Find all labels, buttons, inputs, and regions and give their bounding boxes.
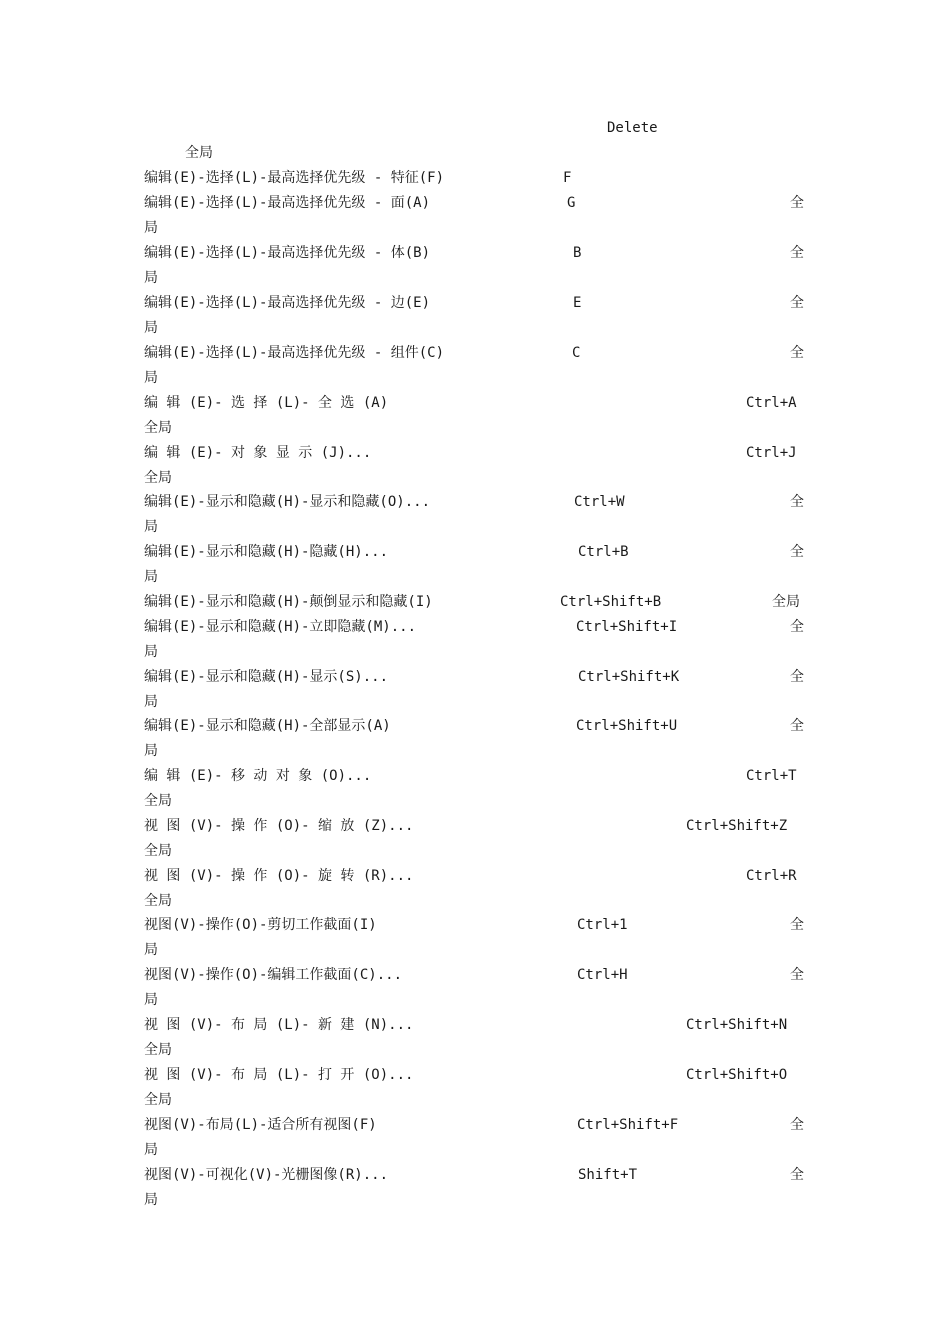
command-text: 视图(V)-操作(O)-剪切工作截面(I)	[144, 917, 377, 933]
shortcut-key: Ctrl+Shift+O	[686, 1067, 788, 1083]
command-text: 视 图 (V)- 操 作 (O)- 缩 放 (Z)...	[144, 818, 414, 834]
command-text: 编辑(E)-选择(L)-最高选择优先级 - 边(E)	[144, 295, 431, 311]
command-text: 编辑(E)-选择(L)-最高选择优先级 - 面(A)	[144, 195, 431, 211]
command-text: 编 辑 (E)- 选 择 (L)- 全 选 (A)	[144, 395, 389, 411]
command-text: 编辑(E)-选择(L)-最高选择优先级 - 体(B)	[144, 245, 431, 261]
scope-label: 全局	[144, 420, 172, 436]
command-text: 编 辑 (E)- 对 象 显 示 (J)...	[144, 445, 372, 461]
scope-label: 局	[144, 942, 158, 958]
shortcut-key: Ctrl+Shift+B	[560, 594, 662, 610]
command-text: 编辑(E)-显示和隐藏(H)-隐藏(H)...	[144, 544, 389, 560]
scope-label: 局	[144, 694, 158, 710]
shortcut-key: Ctrl+H	[577, 967, 628, 983]
scope-label: 全	[790, 245, 804, 261]
scope-label: 局	[144, 1192, 158, 1208]
scope-label: 全	[790, 967, 804, 983]
shortcut-key: Shift+T	[578, 1167, 638, 1183]
command-text: 视 图 (V)- 布 局 (L)- 新 建 (N)...	[144, 1017, 414, 1033]
command-text: 编辑(E)-显示和隐藏(H)-显示(S)...	[144, 669, 389, 685]
scope-label: 全局	[144, 470, 172, 486]
scope-label: 全局	[144, 793, 172, 809]
scope-label: 全	[790, 1167, 804, 1183]
scope-label: 全局	[144, 1092, 172, 1108]
scope-label: 局	[144, 992, 158, 1008]
shortcut-key: Ctrl+R	[746, 868, 797, 884]
scope-label: 局	[144, 270, 158, 286]
scope-label: 局	[144, 370, 158, 386]
shortcut-key: Ctrl+W	[574, 494, 625, 510]
shortcut-key: Ctrl+T	[746, 768, 797, 784]
shortcut-key: Ctrl+Shift+Z	[686, 818, 788, 834]
scope-label: 局	[144, 569, 158, 585]
command-text: 编辑(E)-选择(L)-最高选择优先级 - 特征(F)	[144, 170, 445, 186]
scope-label: 全	[790, 718, 804, 734]
command-text: 编辑(E)-显示和隐藏(H)-全部显示(A)	[144, 718, 391, 734]
scope-label: 全	[790, 619, 804, 635]
scope-label: 局	[144, 519, 158, 535]
command-text: 编辑(E)-显示和隐藏(H)-颠倒显示和隐藏(I)	[144, 594, 433, 610]
scope-label: 局	[144, 743, 158, 759]
shortcut-key: Ctrl+Shift+N	[686, 1017, 788, 1033]
shortcut-key: B	[573, 245, 582, 261]
scope-label: 全局	[772, 594, 800, 610]
scope-label: 全	[790, 195, 804, 211]
shortcut-key: Ctrl+Shift+I	[576, 619, 678, 635]
scope-label: 局	[144, 220, 158, 236]
command-text: 视图(V)-布局(L)-适合所有视图(F)	[144, 1117, 377, 1133]
shortcut-key: G	[567, 195, 576, 211]
scope-label: 全	[790, 1117, 804, 1133]
shortcut-key: F	[563, 170, 572, 186]
command-text: 编辑(E)-选择(L)-最高选择优先级 - 组件(C)	[144, 345, 445, 361]
scope-label: 全	[790, 669, 804, 685]
scope-label: 全	[790, 345, 804, 361]
shortcut-key: Ctrl+B	[578, 544, 629, 560]
shortcut-key: Ctrl+A	[746, 395, 797, 411]
scope-label: 局	[144, 1142, 158, 1158]
scope-label: 局	[144, 320, 158, 336]
shortcut-key: Ctrl+Shift+K	[578, 669, 680, 685]
scope-label: 全	[790, 494, 804, 510]
shortcut-key: Ctrl+J	[746, 445, 797, 461]
shortcut-key: C	[572, 345, 581, 361]
command-text: 编 辑 (E)- 移 动 对 象 (O)...	[144, 768, 372, 784]
shortcut-key: Ctrl+Shift+F	[577, 1117, 679, 1133]
key-delete: Delete	[607, 120, 658, 136]
scope-label: 全	[790, 917, 804, 933]
scope-label: 全局	[144, 893, 172, 909]
scope-label: 全	[790, 295, 804, 311]
command-text: 视 图 (V)- 布 局 (L)- 打 开 (O)...	[144, 1067, 414, 1083]
command-text: 视 图 (V)- 操 作 (O)- 旋 转 (R)...	[144, 868, 414, 884]
shortcut-key: Ctrl+Shift+U	[576, 718, 678, 734]
command-text: 编辑(E)-显示和隐藏(H)-显示和隐藏(O)...	[144, 494, 431, 510]
scope-label: 局	[144, 644, 158, 660]
scope-label: 全局	[185, 145, 213, 161]
command-text: 视图(V)-操作(O)-编辑工作截面(C)...	[144, 967, 403, 983]
scope-label: 全	[790, 544, 804, 560]
command-text: 编辑(E)-显示和隐藏(H)-立即隐藏(M)...	[144, 619, 417, 635]
scope-label: 全局	[144, 843, 172, 859]
shortcut-key: Ctrl+1	[577, 917, 628, 933]
command-text: 视图(V)-可视化(V)-光栅图像(R)...	[144, 1167, 389, 1183]
shortcut-key: E	[573, 295, 582, 311]
scope-label: 全局	[144, 1042, 172, 1058]
